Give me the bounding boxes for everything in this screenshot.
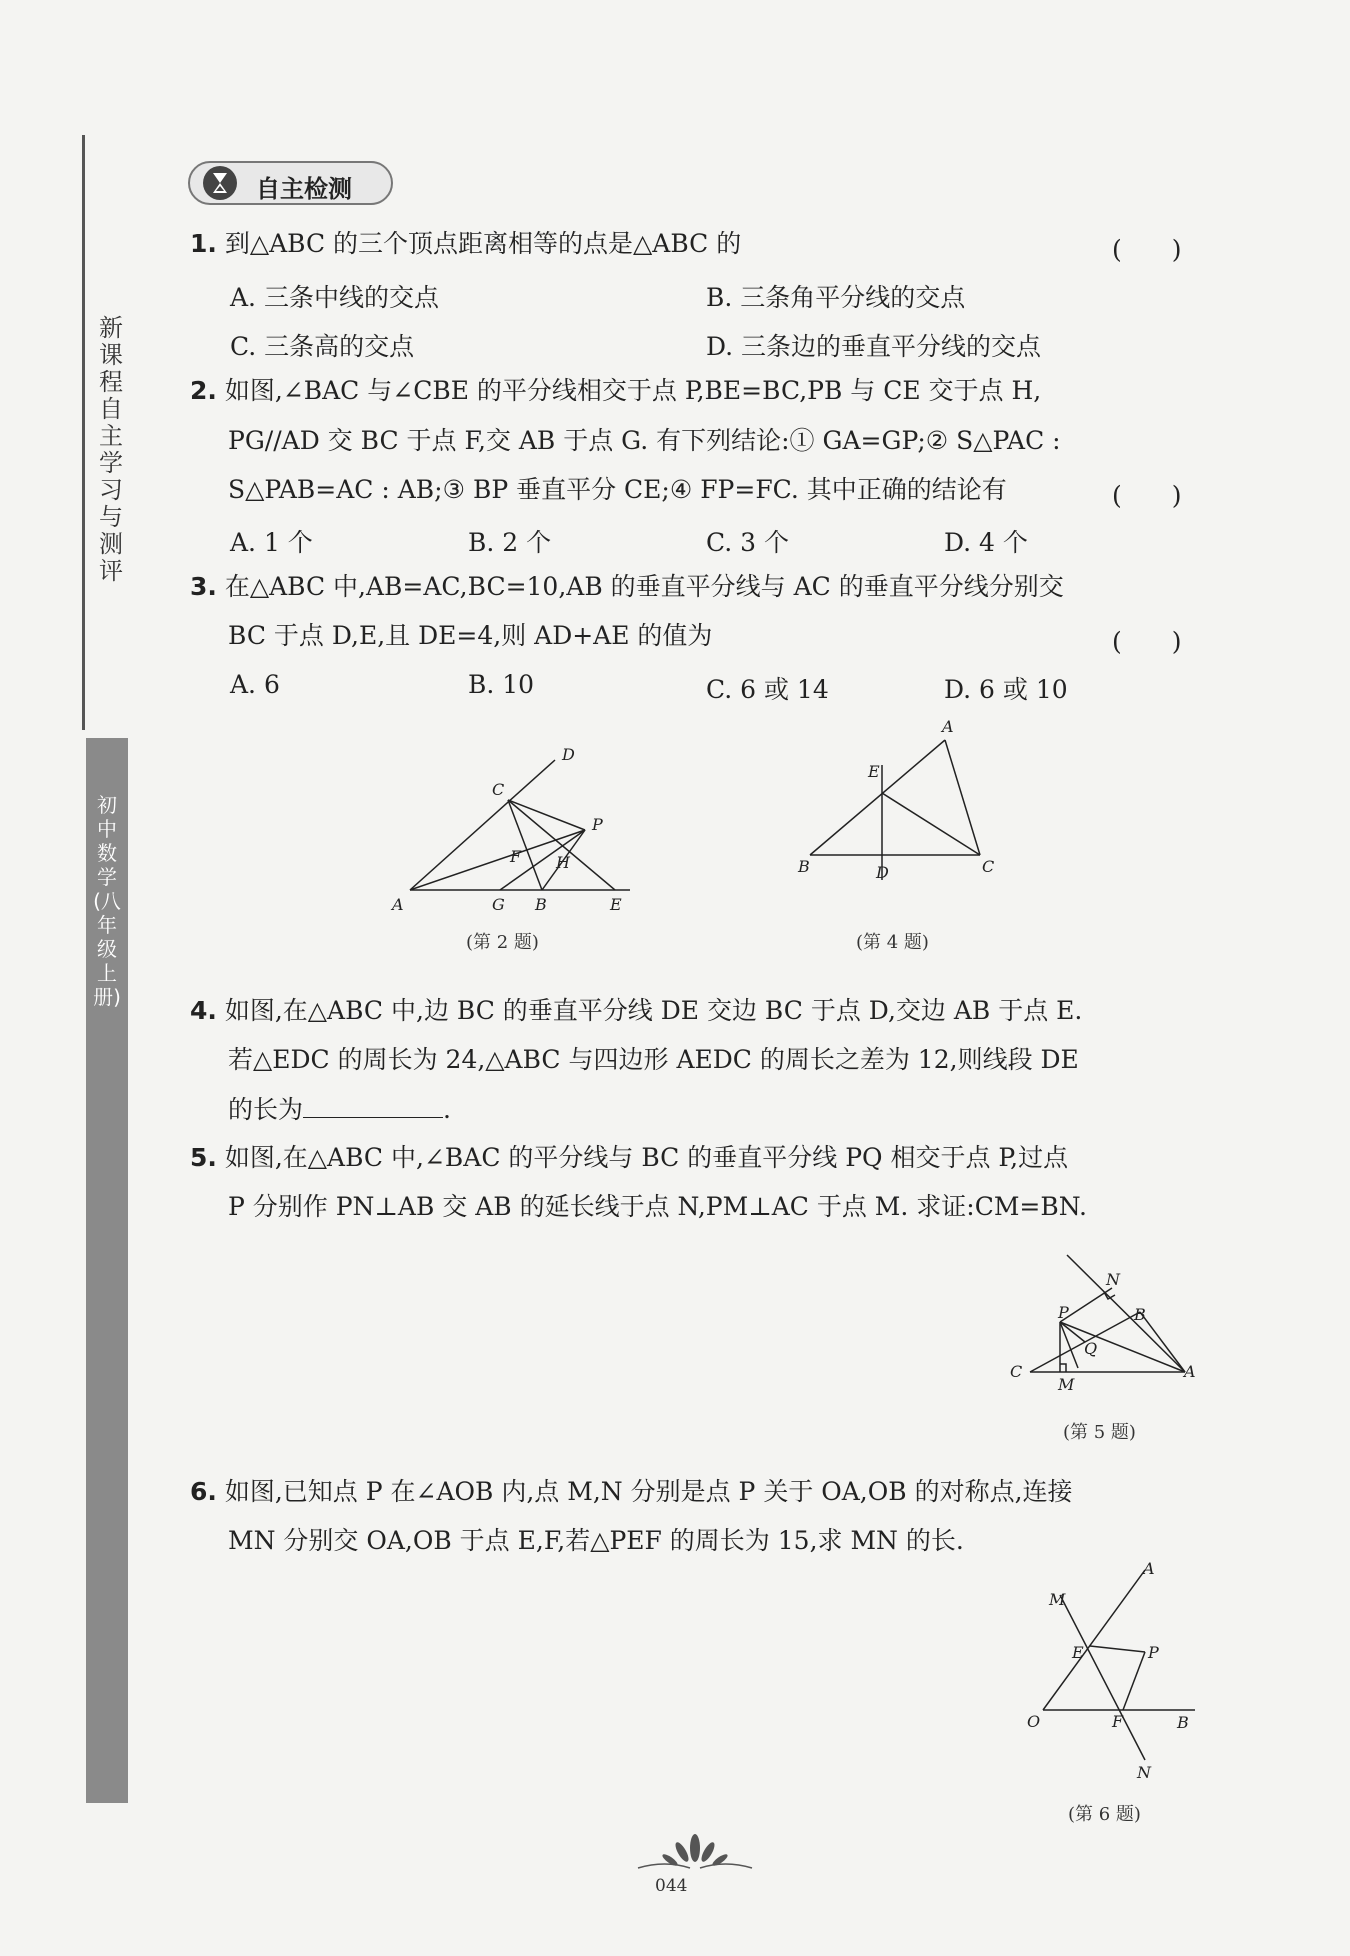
fig5-label-c: C	[1010, 1362, 1023, 1381]
question-6	[190, 1476, 1073, 1508]
question-number: 2.	[190, 376, 217, 405]
answer-paren: ( )	[1112, 627, 1182, 656]
sidebar-bottom-tab	[86, 738, 128, 1803]
sidebar-top-tab	[82, 135, 130, 730]
fig6-label-n: N	[1137, 1763, 1151, 1782]
fig6-label-m: M	[1049, 1590, 1066, 1609]
question-5	[190, 1142, 1068, 1174]
option-b: B. 2 个	[468, 528, 552, 557]
hourglass-icon	[202, 165, 238, 201]
fig4-label-a: A	[942, 717, 954, 736]
sidebar-book-title: 新课程自主学习与测评	[99, 314, 123, 585]
fig5-label-p: P	[1058, 1303, 1069, 1322]
fig6-label-o: O	[1027, 1712, 1041, 1731]
sidebar-subject-label: 初中数学(八年级上册)	[93, 793, 121, 1009]
question-text: 的长为	[228, 1095, 304, 1124]
option-a: A. 6	[230, 670, 280, 699]
fig2-label-g: G	[492, 895, 505, 914]
figure-5-caption: (第 5 题)	[1063, 1422, 1136, 1443]
question-text-line	[228, 1093, 451, 1126]
fig6-label-b: B	[1177, 1713, 1189, 1732]
fig5-label-q: Q	[1084, 1339, 1098, 1358]
question-text-line: 如图,已知点 P 在∠AOB 内,点 M,N 分别是点 P 关于 OA,OB 的对称点,连接	[224, 1477, 1073, 1506]
section-title: 自主检测	[256, 175, 352, 203]
option-b: B. 三条角平分线的交点	[706, 283, 966, 312]
option-d: D. 三条边的垂直平分线的交点	[706, 332, 1042, 361]
figure-2-caption: (第 2 题)	[466, 932, 539, 953]
question-number: 3.	[190, 572, 217, 601]
question-number: 5.	[190, 1143, 217, 1172]
fig4-label-e: E	[868, 762, 880, 781]
question-text-line: 如图,∠BAC 与∠CBE 的平分线相交于点 P,BE=BC,PB 与 CE 交于点 H,	[224, 376, 1042, 405]
fig6-label-f: F	[1112, 1712, 1124, 1731]
option-c: C. 6 或 14	[706, 675, 829, 704]
question-number: 1.	[190, 229, 217, 258]
figure-6-caption: (第 6 题)	[1068, 1804, 1141, 1825]
figure-4-caption: (第 4 题)	[856, 932, 929, 953]
option-a: A. 三条中线的交点	[230, 283, 439, 312]
question-text-line: 若△EDC 的周长为 24,△ABC 与四边形 AEDC 的周长之差为 12,则线段 DE	[228, 1045, 1079, 1074]
fig2-label-c: C	[492, 780, 505, 799]
fig2-label-e: E	[610, 895, 622, 914]
fig4-label-c: C	[982, 857, 995, 876]
question-number: 6.	[190, 1477, 217, 1506]
question-text-line: 如图,在△ABC 中,边 BC 的垂直平分线 DE 交边 BC 于点 D,交边 AB 于点 E.	[224, 996, 1083, 1025]
answer-blank[interactable]	[303, 1093, 443, 1118]
section-badge	[188, 161, 393, 205]
option-d: D. 4 个	[944, 528, 1028, 557]
fig2-label-p: P	[592, 815, 603, 834]
fig5-label-m: M	[1058, 1375, 1075, 1394]
question-text-line: P 分别作 PN⊥AB 交 AB 的延长线于点 N,PM⊥AC 于点 M. 求证:CM=BN.	[228, 1192, 1087, 1221]
question-text: 到△ABC 的三个顶点距离相等的点是△ABC 的	[224, 229, 742, 258]
fig5-label-b: B	[1134, 1305, 1146, 1324]
figure-2	[380, 740, 650, 920]
figure-5	[1000, 1250, 1210, 1400]
leaf-ornament-icon	[630, 1830, 760, 1875]
fig2-label-b: B	[535, 895, 547, 914]
question-2	[190, 375, 1041, 407]
question-text-line: MN 分别交 OA,OB 于点 E,F,若△PEF 的周长为 15,求 MN 的长.	[228, 1526, 964, 1555]
option-b: B. 10	[468, 670, 535, 699]
question-number: 4.	[190, 996, 217, 1025]
answer-paren: ( )	[1112, 235, 1182, 264]
question-text-line: BC 于点 D,E,且 DE=4,则 AD+AE 的值为	[228, 621, 713, 650]
fig5-label-n: N	[1106, 1270, 1120, 1289]
fig2-label-a: A	[392, 895, 404, 914]
fig2-label-h: H	[556, 853, 570, 872]
figure-6	[1015, 1560, 1205, 1785]
question-3	[190, 571, 1064, 603]
fig4-label-d: D	[876, 863, 889, 882]
page-number: 044	[655, 1876, 688, 1896]
question-1	[190, 228, 741, 260]
option-d: D. 6 或 10	[944, 675, 1068, 704]
question-4	[190, 995, 1082, 1027]
fig5-label-a: A	[1184, 1362, 1196, 1381]
fig6-label-p: P	[1148, 1643, 1159, 1662]
question-text-line: PG//AD 交 BC 于点 F,交 AB 于点 G. 有下列结论:① GA=GP;② S△PAC :	[228, 426, 1061, 455]
option-c: C. 三条高的交点	[230, 332, 415, 361]
fig2-label-f: F	[510, 847, 522, 866]
answer-paren: ( )	[1112, 481, 1182, 510]
question-text: .	[443, 1095, 451, 1124]
question-text-line: S△PAB=AC : AB;③ BP 垂直平分 CE;④ FP=FC. 其中正确的结论有	[228, 475, 1007, 504]
question-text-line: 如图,在△ABC 中,∠BAC 的平分线与 BC 的垂直平分线 PQ 相交于点 P,过点	[224, 1143, 1069, 1172]
fig2-label-d: D	[562, 745, 575, 764]
option-c: C. 3 个	[706, 528, 789, 557]
option-a: A. 1 个	[230, 528, 313, 557]
fig6-label-e: E	[1072, 1643, 1084, 1662]
fig6-label-a: A	[1143, 1560, 1155, 1578]
figure-4	[790, 715, 1010, 915]
fig4-label-b: B	[798, 857, 810, 876]
question-text-line: 在△ABC 中,AB=AC,BC=10,AB 的垂直平分线与 AC 的垂直平分线分别交	[224, 572, 1064, 601]
